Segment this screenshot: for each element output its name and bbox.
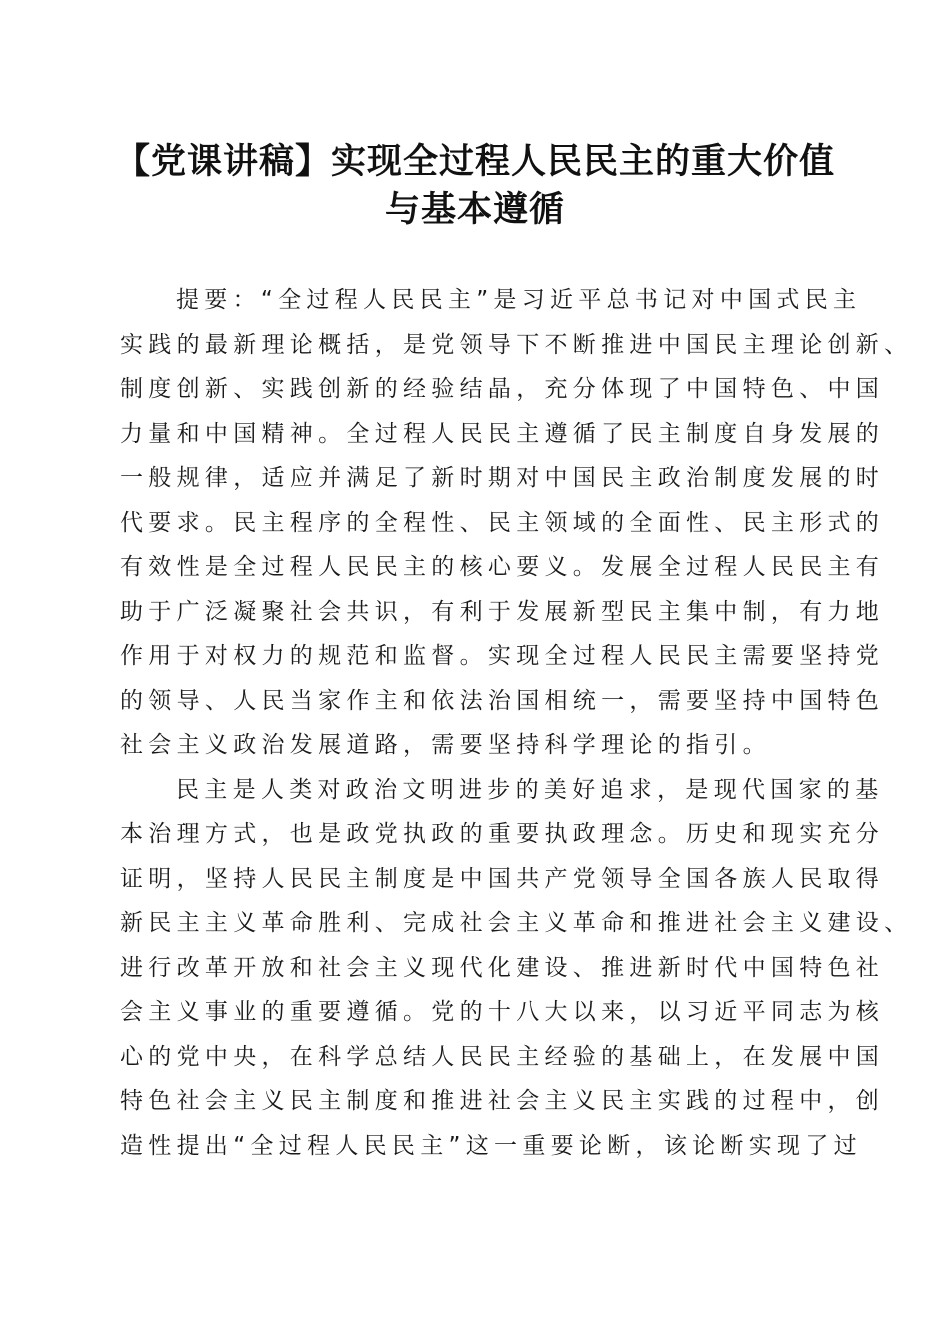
text-line: 力量和中国精神。全过程人民民主遵循了民主制度自身发展的: [120, 420, 885, 447]
body-paragraph: [120, 768, 913, 1169]
title-line-1: 【党课讲稿】实现全过程人民民主的重大价值: [114, 141, 835, 182]
text-line: 提要：“全过程人民民主”是习近平总书记对中国式民主: [176, 287, 862, 313]
text-line: 代要求。民主程序的全程性、民主领域的全面性、民主形式的: [120, 509, 885, 536]
text-line: 有效性是全过程人民民主的核心要义。发展全过程人民民主有: [120, 554, 885, 580]
text-line: 证明，坚持人民民主制度是中国共产党领导全国各族人民取得: [120, 865, 885, 892]
text-line: 一般规律，适应并满足了新时期对中国民主政治制度发展的时: [120, 465, 885, 491]
text-line: 本治理方式，也是政党执政的重要执政理念。历史和现实充分: [120, 821, 885, 847]
text-line: 会主义事业的重要遵循。党的十八大以来，以习近平同志为核: [120, 999, 885, 1025]
text-line: 特色社会主义民主制度和推进社会主义民主实践的过程中，创: [120, 1088, 885, 1114]
text-line: 进行改革开放和社会主义现代化建设、推进新时代中国特色社: [120, 954, 885, 981]
text-line: 的领导、人民当家作主和依法治国相统一，需要坚持中国特色: [120, 687, 885, 714]
title-line-2: 与基本遵循: [384, 189, 565, 230]
text-line: 助于广泛凝聚社会共识，有利于发展新型民主集中制，有力地: [120, 598, 885, 625]
text-line: 新民主主义革命胜利、完成社会主义革命和推进社会主义建设、: [120, 910, 913, 936]
document-title: [100, 138, 850, 234]
text-line: 民主是人类对政治文明进步的美好追求，是现代国家的基: [176, 776, 884, 803]
text-line: 作用于对权力的规范和监督。实现全过程人民民主需要坚持党: [120, 643, 885, 669]
text-line: 制度创新、实践创新的经验结晶，充分体现了中国特色、中国: [120, 376, 885, 402]
text-line: 社会主义政治发展道路，需要坚持科学理论的指引。: [120, 732, 771, 758]
text-line: 心的党中央，在科学总结人民民主经验的基础上，在发展中国: [120, 1043, 885, 1070]
text-line: 造性提出“全过程人民民主”这一重要论断，该论断实现了过: [120, 1132, 862, 1159]
abstract-paragraph: [120, 278, 913, 768]
text-line: 实践的最新理论概括，是党领导下不断推进中国民主理论创新、: [120, 331, 913, 358]
document-body: [120, 278, 913, 1168]
